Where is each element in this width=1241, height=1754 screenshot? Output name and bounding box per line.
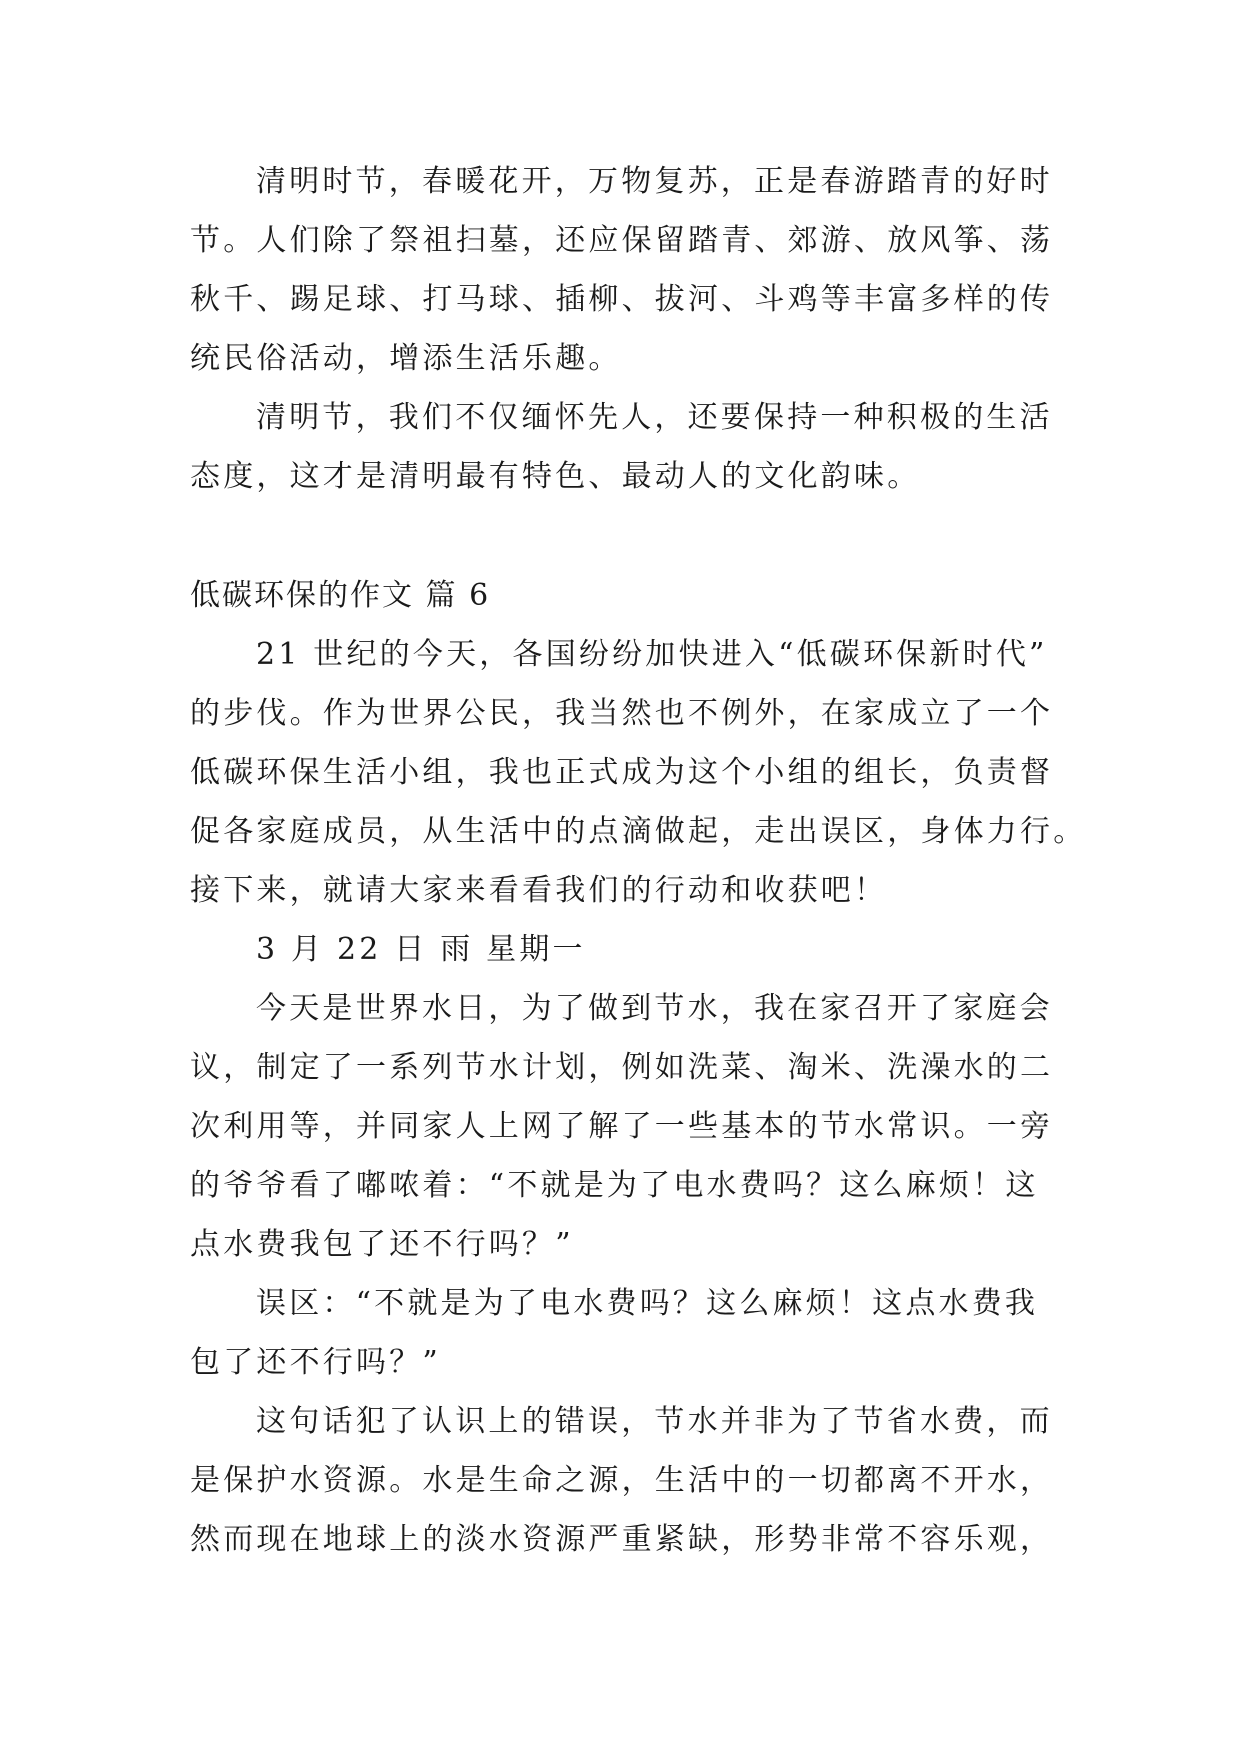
text-line: 态度，这才是清明最有特色、最动人的文化韵味。 <box>190 459 921 494</box>
text-line: 这句话犯了认识上的错误，节水并非为了节省水费，而 <box>256 1404 1053 1439</box>
paragraph <box>190 388 1060 506</box>
text-line: 误区：“不就是为了电水费吗？这么麻烦！这点水费我 <box>256 1286 1039 1321</box>
text-line: 清明时节，春暖花开，万物复苏，正是春游踏青的好时 <box>256 164 1053 199</box>
paragraph <box>190 625 1087 920</box>
text-line: 接下来，就请大家来看看我们的行动和收获吧！ <box>190 873 888 908</box>
text-line: 统民俗活动，增添生活乐趣。 <box>190 341 622 376</box>
text-line: 的步伐。作为世界公民，我当然也不例外，在家成立了一个 <box>190 696 1054 731</box>
text-line: 低碳环保生活小组，我也正式成为这个小组的组长，负责督 <box>190 755 1054 790</box>
paragraph <box>190 152 1060 388</box>
text-line: 议，制定了一系列节水计划，例如洗菜、淘米、洗澡水的二 <box>190 1050 1054 1085</box>
text-line: 节。人们除了祭祖扫墓，还应保留踏青、郊游、放风筝、荡 <box>190 223 1054 258</box>
text-line: 秋千、踢足球、打马球、插柳、拔河、斗鸡等丰富多样的传 <box>190 282 1054 317</box>
text-line: 次利用等，并同家人上网了解了一些基本的节水常识。一旁 <box>190 1109 1054 1144</box>
date-line: 3 月 22 日 雨 星期一 <box>256 932 586 967</box>
text-line: 促各家庭成员，从生活中的点滴做起，走出误区，身体力行。 <box>190 814 1087 849</box>
text-line: 然而现在地球上的淡水资源严重紧缺，形势非常不容乐观， <box>190 1522 1054 1557</box>
text-line: 是保护水资源。水是生命之源，生活中的一切都离不开水， <box>190 1463 1054 1498</box>
text-line: 今天是世界水日，为了做到节水，我在家召开了家庭会 <box>256 991 1053 1026</box>
paragraph <box>190 1392 1060 1569</box>
text-line: 点水费我包了还不行吗？” <box>190 1227 574 1262</box>
section-heading: 低碳环保的作文 篇 6 <box>190 578 491 613</box>
text-line: 的爷爷看了嘟哝着：“不就是为了电水费吗？这么麻烦！这 <box>190 1168 1039 1203</box>
document-page <box>190 152 1087 1569</box>
text-line: 21 世纪的今天，各国纷纷加快进入“低碳环保新时代” <box>256 637 1048 672</box>
paragraph <box>190 979 1060 1274</box>
section-gap <box>190 506 1060 566</box>
paragraph <box>190 1274 1060 1392</box>
text-line: 清明节，我们不仅缅怀先人，还要保持一种积极的生活 <box>256 400 1053 435</box>
text-line: 包了还不行吗？” <box>190 1345 441 1380</box>
